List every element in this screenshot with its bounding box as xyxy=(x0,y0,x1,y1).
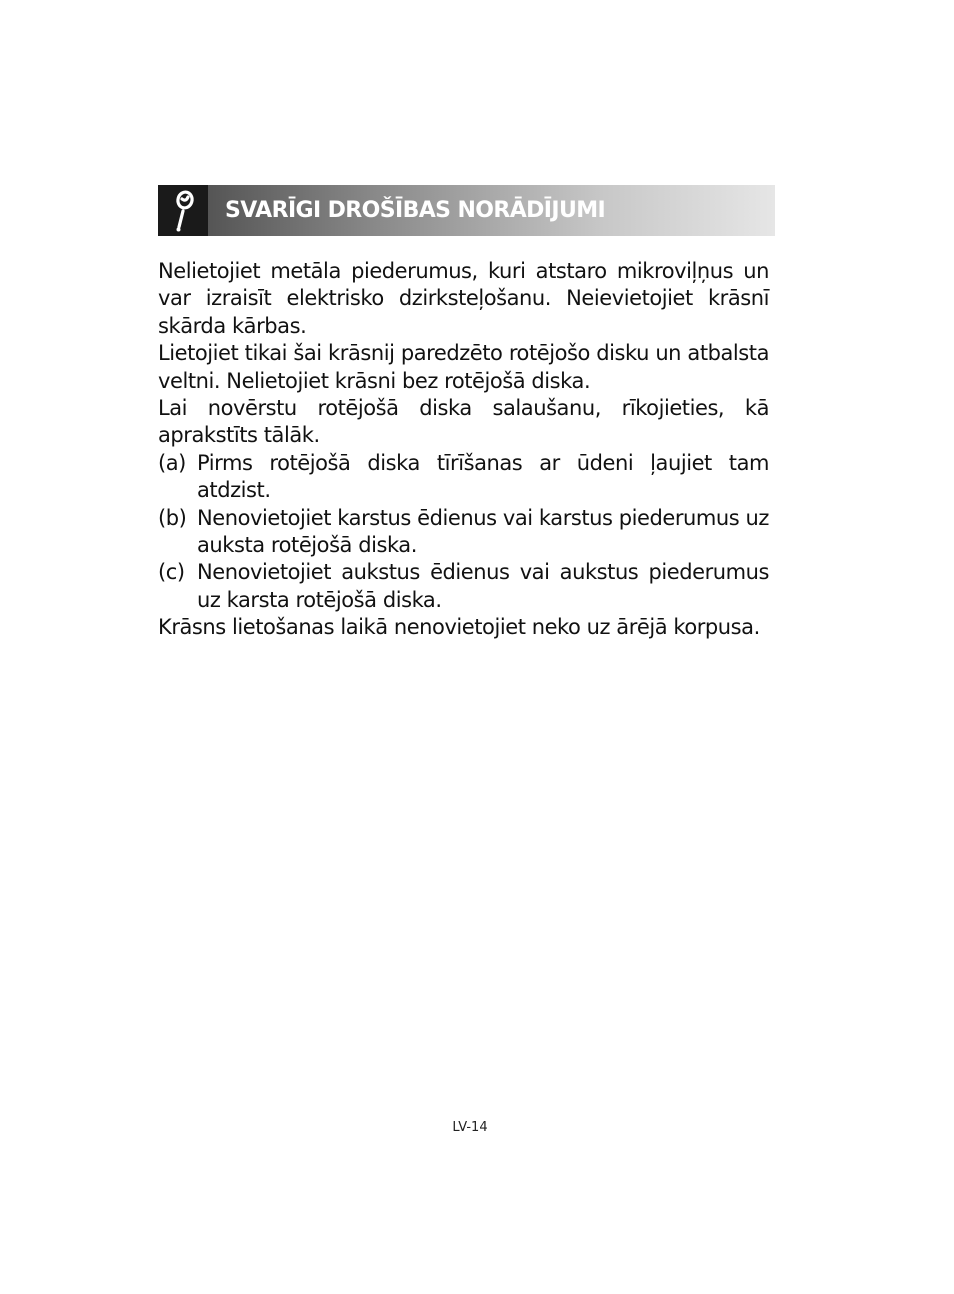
list-item xyxy=(158,559,769,614)
list-item xyxy=(158,450,769,505)
list-item-text: Pirms rotējošā diska tīrīšanas ar ūdeni ļaujiet tam atdzist. xyxy=(197,450,769,503)
paragraph-metal-utensils: Nelietojiet metāla piederumus, kuri atstaro mikroviļņus un var izraisīt elektrisko dzirksteļošanu. Neievietojiet krāsnī skārda kārbas. xyxy=(158,259,769,338)
section-title: SVARĪGI DROŠĪBAS NORĀDĪJUMI xyxy=(225,198,606,223)
list-item-label: (c) xyxy=(158,560,185,585)
exclamation-note-icon xyxy=(158,185,208,236)
paragraph-outer-casing: Krāsns lietošanas laikā nenovietojiet neko uz ārējā korpusa. xyxy=(158,615,760,640)
list-item-text: Nenovietojiet karstus ēdienus vai karstus piederumus uz auksta rotējošā diska. xyxy=(197,505,769,558)
body-content xyxy=(158,258,769,642)
section-title-box xyxy=(208,185,775,236)
list-item-text: Nenovietojiet aukstus ēdienus vai aukstus piederumus uz karsta rotējošā diska. xyxy=(197,560,769,612)
section-header xyxy=(158,185,775,236)
list-item-label: (a) xyxy=(158,450,186,475)
list-item-label: (b) xyxy=(158,505,187,530)
list-item xyxy=(158,505,769,560)
paragraph-turntable-breakage: Lai novērstu rotējošā diska salaušanu, rīkojieties, kā aprakstīts tālāk. xyxy=(158,396,769,448)
paragraph-turntable-usage: Lietojiet tikai šai krāsnij paredzēto rotējošo disku un atbalsta veltni. Nelietojiet krāsni bez rotējošā diska. xyxy=(158,341,769,393)
page-number: LV-14 xyxy=(452,1120,488,1135)
